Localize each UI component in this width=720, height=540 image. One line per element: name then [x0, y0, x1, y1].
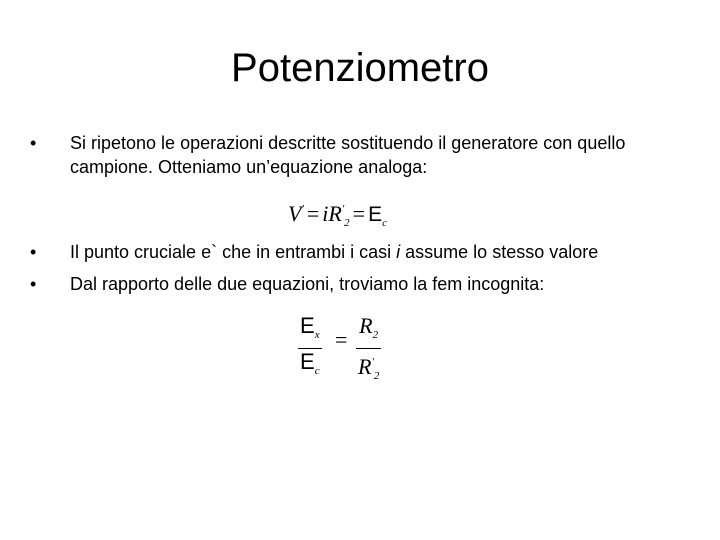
eq1-e: E — [368, 203, 383, 226]
equation-2-left-fraction — [298, 313, 322, 384]
bullet-marker: • — [30, 133, 37, 153]
eq2-equals: = — [335, 327, 348, 352]
bullet-text: Il punto cruciale e` che in entrambi i casi — [70, 242, 397, 262]
bullet-item-2 — [30, 240, 680, 264]
bullet-text-italic: i — [396, 242, 401, 262]
eq2-denominator-right: $R'_2$ — [358, 354, 380, 382]
bullet-text: Si ripetono le operazioni descritte sostituendo il generatore con quello campione. Otteniamo un’equazione analoga: — [70, 133, 626, 177]
slide-title: Potenziometro — [231, 46, 489, 90]
eq1-v-prime: ' — [301, 203, 304, 215]
bullet-marker: • — [30, 242, 37, 262]
eq1-equals: = — [306, 201, 320, 226]
eq1-r-sub: 2 — [344, 217, 350, 229]
eq2-numerator-right: $R_2$ — [359, 313, 379, 341]
eq1-e-sub: c — [382, 217, 387, 229]
bullet-text-tail: assume lo stesso valore — [400, 242, 599, 262]
bullet-marker: • — [30, 274, 37, 294]
bullet-item-3 — [30, 272, 680, 296]
eq1-r-prime: ' — [341, 203, 345, 215]
eq1-v: V — [288, 201, 302, 226]
equation-1 — [288, 196, 387, 236]
eq1-r: R — [328, 201, 342, 226]
bullet-text: Dal rapporto delle due equazioni, troviamo la fem incognita: — [70, 274, 545, 294]
eq1-i: i — [322, 201, 329, 226]
eq2-numerator-left: $E_x$ — [300, 313, 320, 341]
eq2-denominator-left: $E_c$ — [300, 349, 320, 377]
equation-2-right-fraction — [356, 313, 381, 389]
eq1-equals-2: = — [352, 201, 366, 226]
bullet-item-1 — [30, 131, 680, 179]
